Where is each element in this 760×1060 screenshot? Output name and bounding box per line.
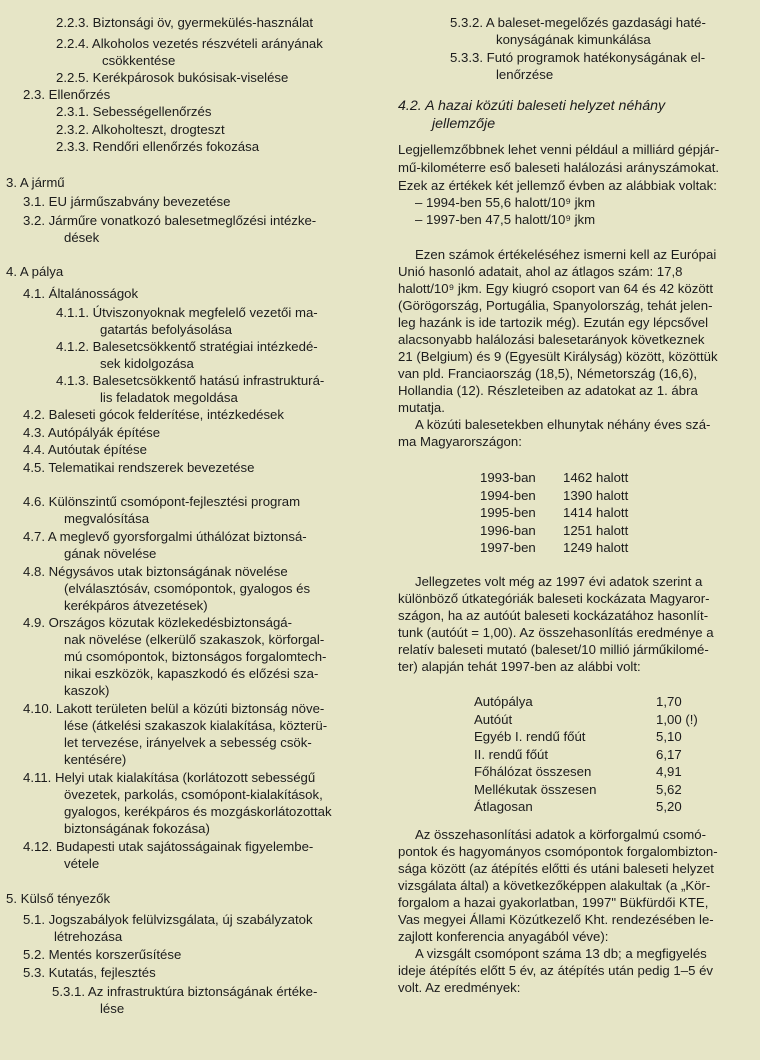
paragraph-line: lenőrzése: [496, 67, 554, 82]
outline-line: 3.2. Járműre vonatkozó balesetmeglőzési intézke-: [23, 213, 317, 228]
paragraph-line: van pld. Franciaország (18,5), Németország (16,6),: [398, 366, 698, 381]
outline-line: gának növelése: [64, 546, 157, 561]
paragraph-line: relatív baleseti mutató (baleset/10 millió járműkilomé-: [398, 642, 709, 657]
year-cell: 1996-ban: [480, 522, 536, 538]
paragraph-line: volt. Az eredmények:: [398, 980, 521, 995]
outline-line: 4.1.3. Balesetcsökkentő hatású infrastrukturá-: [56, 373, 325, 388]
risk-value-cell: 4,91: [656, 764, 682, 779]
outline-line: 2.3. Ellenőrzés: [23, 87, 111, 102]
outline-line: 5. Külső tényezők: [6, 891, 111, 906]
year-cell: 1997-ben: [480, 540, 536, 555]
paragraph-line: 5.3.2. A baleset-megelőzés gazdasági haté-: [450, 15, 706, 30]
outline-line: 4. A pálya: [6, 264, 64, 279]
paragraph-line: Unió hasonló adatait, ahol az átlagos szám: 17,8: [398, 264, 683, 279]
road-category-cell: Autóút: [474, 711, 513, 727]
paragraph-line: 5.3.3. Futó programok hatékonyságának el-: [450, 50, 706, 65]
outline-line: nikai eszközök, kapaszkodó és előzési sza-: [64, 666, 319, 681]
outline-line: 5.3.1. Az infrastruktúra biztonságának értéke-: [52, 984, 318, 999]
risk-value-cell: 1,70: [656, 694, 682, 709]
paragraph-line: – 1994-ben 55,6 halott/10⁹ jkm: [415, 195, 596, 210]
outline-line: vétele: [64, 856, 100, 871]
outline-line: (elválasztósáv, csomópontok, gyalogos és: [64, 581, 311, 596]
outline-line: 3. A jármű: [6, 175, 65, 190]
outline-line: 5.1. Jogszabályok felülvizsgálata, új szabályzatok: [23, 912, 313, 927]
outline-line: 4.2. Baleseti gócok felderítése, intézkedések: [23, 407, 284, 422]
outline-line: kentésére): [64, 752, 127, 767]
paragraph-line: Vas megyei Állami Közútkezelő Kht. rendezésében le-: [398, 912, 714, 927]
paragraph-line: leg hazánk is ide tartozik még). Ezután egy lépcsővel: [398, 315, 709, 330]
paragraph-line: 4.2. A hazai közúti baleseti helyzet néhány: [398, 98, 666, 114]
risk-value-cell: 5,62: [656, 781, 682, 797]
outline-line: 4.3. Autópályák építése: [23, 425, 161, 440]
road-category-cell: Autópálya: [474, 694, 533, 709]
outline-line: let tervezése, irányelvek a sebesség csök-: [64, 735, 312, 750]
paragraph-line: mű-kilométerre eső baleseti halálozási arányszámokat.: [398, 160, 720, 175]
road-category-cell: Főhálózat összesen: [474, 764, 592, 779]
outline-line: kaszok): [64, 683, 110, 698]
paragraph-line: tunk (autóút = 1,00). Az összehasonlítás eredménye a: [398, 625, 714, 640]
outline-line: 4.4. Autóutak építése: [23, 442, 147, 457]
paragraph-line: mutatja.: [398, 400, 445, 415]
road-category-cell: Mellékutak összesen: [474, 781, 597, 797]
outline-line: létrehozása: [54, 929, 123, 944]
outline-line: 4.7. A meglevő gyorsforgalmi úthálózat biztonsá-: [23, 529, 307, 544]
outline-line: 5.2. Mentés korszerűsítése: [23, 947, 182, 962]
outline-line: övezetek, parkolás, csomópont-kialakítások,: [64, 787, 323, 802]
paragraph-line: sága között (az átépítés előtti és utáni baleseti helyzet: [398, 861, 714, 876]
outline-line: 4.10. Lakott területen belül a közúti biztonság növe-: [23, 701, 325, 716]
outline-line: 4.9. Országos közutak közlekedésbiztonságá-: [23, 615, 293, 630]
risk-value-cell: 5,10: [656, 729, 682, 744]
paragraph-line: Legjellemzőbbnek lehet venni például a milliárd gépjár-: [398, 142, 720, 157]
paragraph-line: Ezek az értékek két jellemző évben az alábbiak voltak:: [398, 178, 717, 193]
outline-line: 4.6. Különszintű csomópont-fejlesztési program: [23, 494, 301, 509]
deaths-cell: 1414 halott: [563, 505, 629, 520]
year-cell: 1994-ben: [480, 487, 536, 503]
paragraph-line: forgalom a hazai gyakorlatban, 1997" Bükfürdői KTE,: [398, 895, 709, 910]
paragraph-line: halott/10⁹ jkm. Egy kiugró csoport van 64 és 42 között: [398, 281, 713, 296]
outline-line: sek kidolgozása: [100, 356, 194, 371]
paragraph-line: jellemzője: [432, 116, 496, 132]
year-cell: 1995-ben: [480, 505, 536, 520]
outline-line: 4.5. Telematikai rendszerek bevezetése: [23, 460, 255, 475]
road-category-cell: Egyéb I. rendű főút: [474, 729, 586, 744]
outline-line: 2.2.3. Biztonsági öv, gyermekülés-használat: [56, 15, 314, 30]
outline-line: nak növelése (elkerülő szakaszok, körforgal-: [64, 632, 325, 647]
paragraph-line: zajlott konferencia anyagából véve):: [398, 929, 609, 944]
outline-line: lis feladatok megoldása: [100, 390, 238, 405]
risk-value-cell: 1,00 (!): [656, 711, 698, 727]
paragraph-line: A vizsgált csomópont száma 13 db; a megfigyelés: [415, 946, 707, 961]
paragraph-line: Jellegzetes volt még az 1997 évi adatok szerint a: [415, 574, 703, 589]
outline-line: 4.1.2. Balesetcsökkentő stratégiai intézkedé-: [56, 339, 318, 354]
paragraph-line: vizsgálata által) a következőképpen alakultak (a „Kör-: [398, 878, 711, 893]
outline-line: megvalósítása: [64, 511, 150, 526]
road-category-cell: II. rendű főút: [474, 746, 549, 762]
paragraph-line: (Görögország, Portugália, Spanyolország, tehát jelen-: [398, 298, 713, 313]
paragraph-line: ideje átépítés előtt 5 év, az átépítés után pedig 1–5 év: [398, 963, 714, 978]
paragraph-line: konyságának kimunkálása: [496, 32, 651, 47]
outline-line: 2.2.4. Alkoholos vezetés részvételi arányának: [56, 36, 323, 51]
outline-line: csökkentése: [102, 53, 176, 68]
paragraph-line: Az összehasonlítási adatok a körforgalmú csomó-: [415, 827, 706, 842]
outline-line: 4.8. Négysávos utak biztonságának növelése: [23, 564, 288, 579]
deaths-cell: 1462 halott: [563, 470, 629, 485]
paragraph-line: A közúti balesetekben elhunytak néhány éves szá-: [415, 417, 711, 432]
outline-line: lése: [100, 1001, 125, 1016]
paragraph-line: különböző útkategóriák baleseti kockázata Magyaror-: [398, 591, 710, 606]
year-cell: 1993-ban: [480, 470, 536, 485]
deaths-cell: 1390 halott: [563, 487, 629, 503]
outline-line: 4.1.1. Útviszonyoknak megfelelő vezetői ma-: [56, 305, 318, 320]
paragraph-line: alacsonyabb halálozási balesetarányok következnek: [398, 332, 705, 347]
outline-line: gyalogos, kerékpáros és mozgáskorlátozottak: [64, 804, 332, 819]
risk-value-cell: 5,20: [656, 799, 682, 814]
outline-line: 2.3.3. Rendőri ellenőrzés fokozása: [56, 139, 260, 154]
outline-line: 2.3.1. Sebességellenőrzés: [56, 104, 212, 119]
deaths-cell: 1249 halott: [563, 540, 629, 555]
outline-line: gatartás befolyásolása: [100, 322, 232, 337]
outline-line: dések: [64, 230, 100, 245]
paragraph-line: ma Magyarországon:: [398, 434, 522, 449]
paragraph-line: szágon, ha az autóút baleseti kockázatához hasonlít-: [398, 608, 709, 623]
outline-line: 4.11. Helyi utak kialakítása (korlátozott sebességű: [23, 770, 316, 785]
risk-value-cell: 6,17: [656, 746, 682, 762]
outline-line: lése (átkelési szakaszok kialakítása, közterü-: [64, 718, 328, 733]
paragraph-line: 21 (Belgium) és 9 (Egyesült Királyság) között, közöttük: [398, 349, 718, 364]
outline-line: biztonságának fokozása): [64, 821, 210, 836]
outline-line: 4.12. Budapesti utak sajátosságainak figyelembe-: [23, 839, 314, 854]
paragraph-line: Ezen számok értékeléséhez ismerni kell az Európai: [415, 247, 717, 262]
outline-line: 3.1. EU járműszabvány bevezetése: [23, 194, 231, 209]
paragraph-line: ter) alapján tehát 1997-ben az alábbi volt:: [398, 659, 641, 674]
paragraph-line: – 1997-ben 47,5 halott/10⁹ jkm: [415, 212, 596, 227]
outline-line: 2.2.5. Kerékpárosok bukósisak-viselése: [56, 70, 289, 85]
outline-line: mú csomópontok, biztonságos forgalomtech-: [64, 649, 327, 664]
outline-line: 4.1. Általánosságok: [23, 286, 139, 301]
paragraph-line: pontok és hagyományos csomópontok forgalombizton-: [398, 844, 718, 859]
outline-line: kerékpáros átvezetések): [64, 598, 208, 613]
deaths-cell: 1251 halott: [563, 522, 629, 538]
outline-line: 2.3.2. Alkoholteszt, drogteszt: [56, 122, 225, 137]
paragraph-line: Hollandia (12). Részleteiben az adatokat az 1. ábra: [398, 383, 698, 398]
outline-line: 5.3. Kutatás, fejlesztés: [23, 965, 156, 980]
road-category-cell: Átlagosan: [474, 799, 533, 814]
